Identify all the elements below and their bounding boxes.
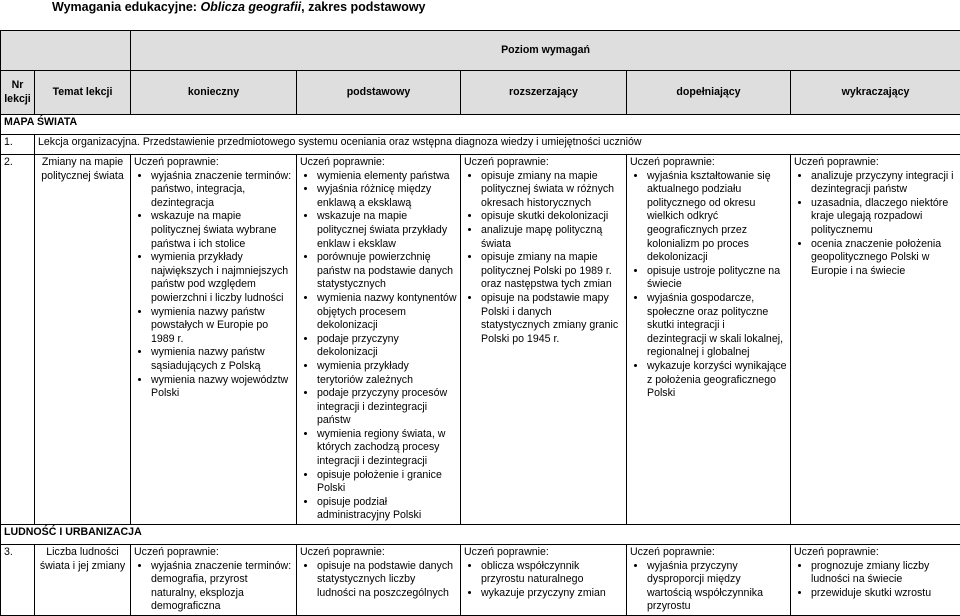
cell-intro: Uczeń poprawnie: xyxy=(794,156,957,170)
section-row xyxy=(1,115,960,135)
cell-konieczny xyxy=(131,155,297,525)
cell-dopelniajacy xyxy=(627,545,791,616)
header-row-levels xyxy=(1,31,960,71)
section-row xyxy=(1,525,960,545)
section-title: MAPA ŚWIATA xyxy=(1,115,960,135)
requirement-list xyxy=(300,170,457,523)
requirement-item: • wymienia nazwy kontynentów objętych procesem dekolonizacji xyxy=(317,292,457,333)
requirement-list xyxy=(794,170,957,279)
header-wykraczajacy: wykraczający xyxy=(791,71,960,115)
requirement-item: • wymienia przykłady największych i najmniejszych państw pod względem powierzchni i liczby ludności xyxy=(151,251,293,305)
header-rozszerzajacy: rozszerzający xyxy=(461,71,627,115)
lesson-number: 2. xyxy=(1,155,35,525)
cell-wykraczajacy xyxy=(791,155,960,525)
requirement-item: • wymienia przykłady terytoriów zależnych xyxy=(317,360,457,387)
cell-intro: Uczeń poprawnie: xyxy=(300,546,457,560)
requirement-item: • opisuje na podstawie danych statystycznych liczby ludności na poszczególnych xyxy=(317,560,457,601)
requirement-item: • wyjaśnia przyczyny dysproporcji między wartością współczynnika przyrostu xyxy=(647,560,787,614)
header-temat: Temat lekcji xyxy=(35,71,131,115)
requirement-item: • opisuje podział administracyjny Polski xyxy=(317,496,457,523)
requirement-item: • wskazuje na mapie politycznej świata wybrane państwa i ich stolice xyxy=(151,210,293,251)
cell-intro: Uczeń poprawnie: xyxy=(464,156,623,170)
requirement-item: • opisuje na podstawie mapy Polski i danych statystycznych zmiany granic Polski po 1945 r. xyxy=(481,292,623,346)
cell-wykraczajacy xyxy=(791,545,960,616)
requirement-item: • wymienia elementy państwa xyxy=(317,170,457,184)
title-subject: Oblicza geografii xyxy=(200,0,301,14)
cell-intro: Uczeń poprawnie: xyxy=(300,156,457,170)
lesson-topic: Liczba ludności świata i jej zmiany xyxy=(35,545,131,616)
header-konieczny: konieczny xyxy=(131,71,297,115)
cell-rozszerzajacy xyxy=(461,155,627,525)
cell-intro: Uczeń poprawnie: xyxy=(794,546,957,560)
requirement-item: • opisuje zmiany na mapie politycznej świata w różnych okresach historycznych xyxy=(481,170,623,211)
header-nr: Nr lekcji xyxy=(1,71,35,115)
cell-intro: Uczeń poprawnie: xyxy=(134,546,293,560)
requirement-list xyxy=(134,170,293,401)
requirement-item: • ocenia znaczenie położenia geopolitycznego Polski w Europie i na świecie xyxy=(811,238,957,279)
document-title xyxy=(52,0,426,14)
requirement-item: • oblicza współczynnik przyrostu naturalnego xyxy=(481,560,623,587)
requirement-list xyxy=(464,170,623,347)
requirement-item: • wymienia regiony świata, w których zachodzą procesy integracji i dezintegracji xyxy=(317,428,457,469)
lesson-text: Lekcja organizacyjna. Przedstawienie przedmiotowego systemu oceniania oraz wstępna diagnoza wiedzy i umiejętności uczniów xyxy=(35,135,960,155)
cell-intro: Uczeń poprawnie: xyxy=(464,546,623,560)
header-podstawowy: podstawowy xyxy=(297,71,461,115)
section-title: LUDNOŚĆ I URBANIZACJA xyxy=(1,525,960,545)
cell-dopelniajacy xyxy=(627,155,791,525)
title-suffix: , zakres podstawowy xyxy=(301,0,425,14)
lesson-number: 1. xyxy=(1,135,35,155)
requirement-item: • opisuje zmiany na mapie politycznej Polski po 1989 r. oraz następstwa tych zmian xyxy=(481,251,623,292)
header-empty xyxy=(1,31,131,71)
table-row xyxy=(1,545,960,616)
title-prefix: Wymagania edukacyjne: xyxy=(52,0,200,14)
table-row xyxy=(1,155,960,525)
requirement-list xyxy=(630,560,787,614)
requirement-item: • wyjaśnia różnicę między enklawą a eksklawą xyxy=(317,183,457,210)
cell-podstawowy xyxy=(297,155,461,525)
requirement-list xyxy=(794,560,957,601)
requirement-list xyxy=(630,170,787,401)
requirement-item: • wykazuje korzyści wynikające z położenia geograficznego Polski xyxy=(647,360,787,401)
requirement-item: • analizuje mapę polityczną świata xyxy=(481,224,623,251)
requirement-item: • wykazuje przyczyny zmian xyxy=(481,587,623,601)
requirement-item: • podaje przyczyny procesów integracji i dezintegracji państw xyxy=(317,387,457,428)
cell-intro: Uczeń poprawnie: xyxy=(630,546,787,560)
cell-intro: Uczeń poprawnie: xyxy=(630,156,787,170)
cell-podstawowy xyxy=(297,545,461,616)
requirement-item: • wskazuje na mapie politycznej świata przykłady enklaw i eksklaw xyxy=(317,210,457,251)
requirement-item: • analizuje przyczyny integracji i dezintegracji państw xyxy=(811,170,957,197)
requirement-item: • wyjaśnia znaczenie terminów: demografia, przyrost naturalny, eksplozja demograficzna xyxy=(151,560,293,614)
lesson-number: 3. xyxy=(1,545,35,616)
requirement-item: • wymienia nazwy państw powstałych w Europie po 1989 r. xyxy=(151,306,293,347)
requirement-item: • opisuje położenie i granice Polski xyxy=(317,469,457,496)
cell-konieczny xyxy=(131,545,297,616)
requirement-item: • przewiduje skutki wzrostu xyxy=(811,587,957,601)
header-row-columns xyxy=(1,71,960,115)
header-poziom: Poziom wymagań xyxy=(131,31,960,71)
requirement-item: • opisuje ustroje polityczne na świecie xyxy=(647,265,787,292)
requirement-item: • wyjaśnia gospodarcze, społeczne oraz polityczne skutki integracji i dezintegracji w skali lokalnej, regionalnej i globalnej xyxy=(647,292,787,360)
header-dopelniajacy: dopełniający xyxy=(627,71,791,115)
cell-intro: Uczeń poprawnie: xyxy=(134,156,293,170)
requirements-table xyxy=(0,30,960,616)
requirement-item: • prognozuje zmiany liczby ludności na świecie xyxy=(811,560,957,587)
requirement-item: • wymienia nazwy województw Polski xyxy=(151,374,293,401)
requirement-item: • wyjaśnia kształtowanie się aktualnego podziału politycznego od okresu wielkich odkryć geograficznych przez kolonializm po proces dekolonizacji xyxy=(647,170,787,265)
requirement-item: • opisuje skutki dekolonizacji xyxy=(481,210,623,224)
requirement-item: • wyjaśnia znaczenie terminów: państwo, integracja, dezintegracja xyxy=(151,170,293,211)
requirement-list xyxy=(464,560,623,601)
requirement-item: • wymienia nazwy państw sąsiadujących z Polską xyxy=(151,346,293,373)
cell-rozszerzajacy xyxy=(461,545,627,616)
requirement-item: • podaje przyczyny dekolonizacji xyxy=(317,333,457,360)
lesson-topic: Zmiany na mapie politycznej świata xyxy=(35,155,131,525)
requirement-item: • porównuje powierzchnię państw na podstawie danych statystycznych xyxy=(317,251,457,292)
requirement-list xyxy=(134,560,293,614)
requirement-item: • uzasadnia, dlaczego niektóre kraje ulegają rozpadowi politycznemu xyxy=(811,197,957,238)
table-row xyxy=(1,135,960,155)
requirement-list xyxy=(300,560,457,601)
